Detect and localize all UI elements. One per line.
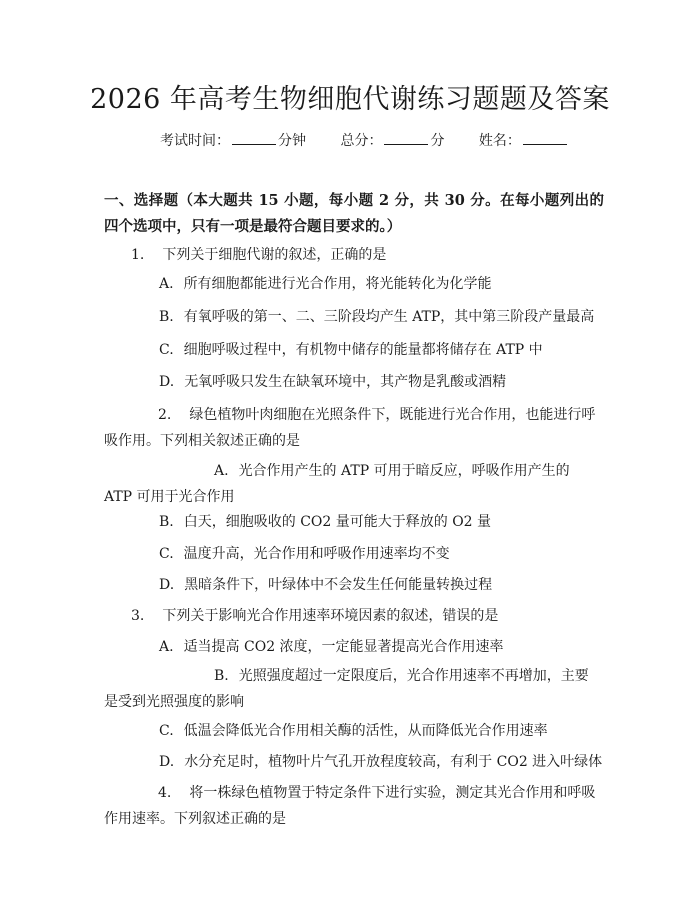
time-label: 考试时间： [160, 133, 230, 149]
section-heading: 一、选择题（本大题共 15 小题，每小题 2 分，共 30 分。在每小题列出的四个选项中，只有一项是最符合题目要求的。） [104, 192, 604, 235]
question-3-option-a: A. 适当提高 CO2 浓度，一定能显著提高光合作用速率 [159, 639, 504, 655]
time-unit: 分钟 [278, 133, 306, 149]
score-label: 总分： [340, 133, 383, 149]
question-2-option-b: B. 白天，细胞吸收的 CO2 量可能大于释放的 O2 量 [159, 514, 492, 530]
question-3-option-b: B. 光照强度超过一定限度后，光合作用速率不再增加，主要是受到光照强度的影响 [104, 668, 589, 710]
question-2-option-a: A. 光合作用产生的 ATP 可用于暗反应，呼吸作用产生的 ATP 可用于光合作用 [104, 463, 570, 505]
score-field [340, 130, 444, 151]
question-1-option-d: D. 无氧呼吸只发生在缺氧环境中，其产物是乳酸或酒精 [159, 374, 507, 390]
question-3-stem: 3. 下列关于影响光合作用速率环境因素的叙述，错误的是 [131, 608, 499, 624]
name-field [479, 130, 569, 151]
question-3-option-d: D. 水分充足时，植物叶片气孔开放程度较高，有利于 CO2 进入叶绿体 [159, 754, 603, 770]
question-3-option-c: C. 低温会降低光合作用相关酶的活性，从而降低光合作用速率 [159, 723, 548, 739]
question-1-option-c: C. 细胞呼吸过程中，有机物中储存的能量都将储存在 ATP 中 [159, 342, 543, 358]
exam-meta [160, 130, 569, 151]
time-field [160, 130, 306, 151]
page-title: 2026 年高考生物细胞代谢练习题题及答案 [90, 84, 610, 115]
question-1-stem: 1. 下列关于细胞代谢的叙述，正确的是 [131, 247, 387, 263]
name-label: 姓名： [478, 133, 521, 149]
time-blank [232, 130, 276, 145]
name-blank [523, 130, 567, 145]
question-2-option-c: C. 温度升高，光合作用和呼吸作用速率均不变 [159, 546, 450, 562]
question-2-stem: 2. 绿色植物叶肉细胞在光照条件下，既能进行光合作用，也能进行呼吸作用。下列相关叙述正确的是 [104, 407, 596, 449]
question-1-option-b: B. 有氧呼吸的第一、二、三阶段均产生 ATP，其中第三阶段产量最高 [159, 309, 595, 325]
question-2-option-d: D. 黑暗条件下，叶绿体中不会发生任何能量转换过程 [159, 577, 493, 593]
question-1-option-a: A. 所有细胞都能进行光合作用，将光能转化为化学能 [159, 276, 492, 292]
question-4-stem: 4. 将一株绿色植物置于特定条件下进行实验，测定其光合作用和呼吸作用速率。下列叙述正确的是 [104, 785, 596, 827]
score-unit: 分 [430, 133, 445, 149]
score-blank [384, 130, 428, 145]
